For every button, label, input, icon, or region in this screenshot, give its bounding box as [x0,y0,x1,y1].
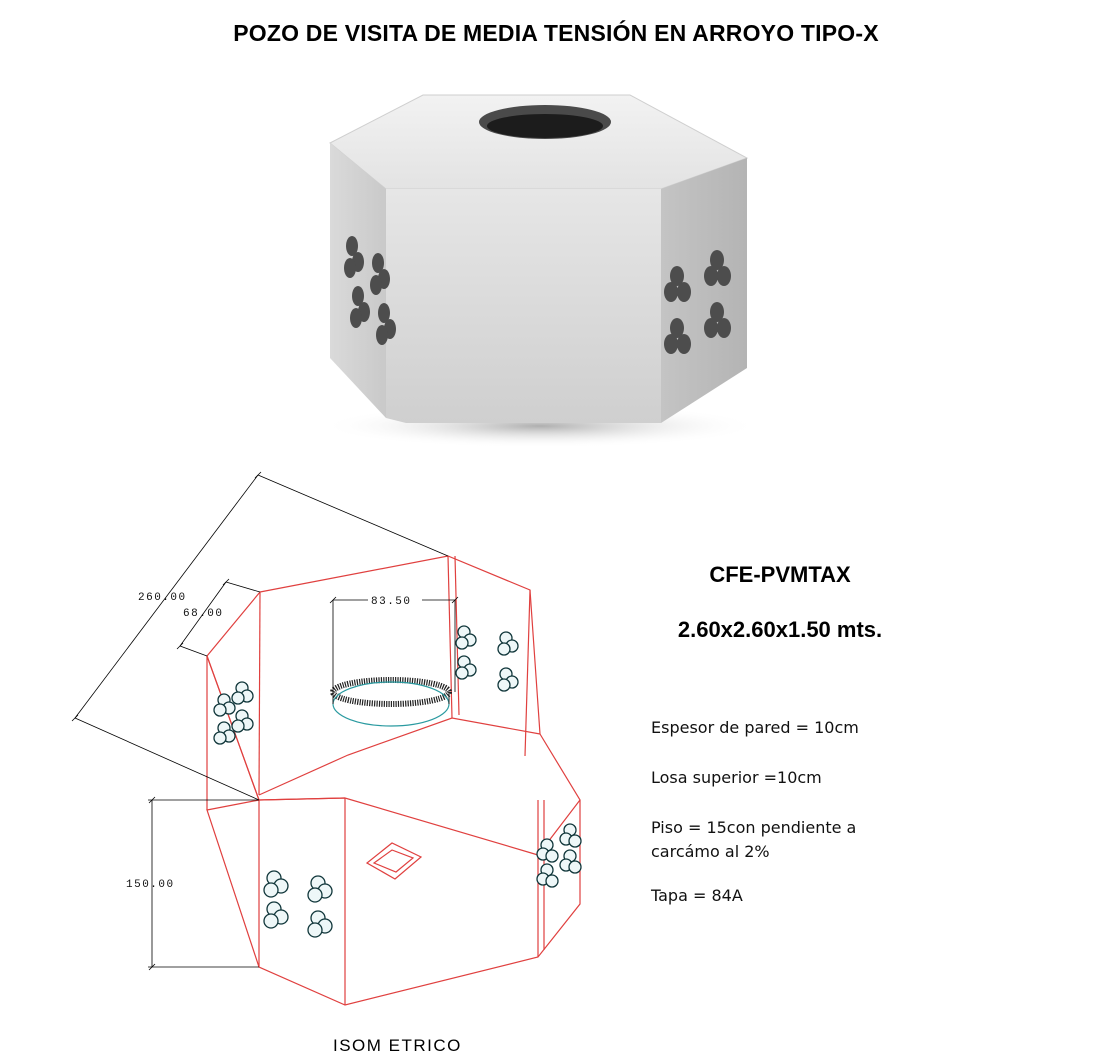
page-title: POZO DE VISITA DE MEDIA TENSIÓN EN ARROYO TIPO-X [233,20,879,46]
dim-width-label: 260.00 [138,592,187,604]
manhole-ring [333,680,449,726]
spec-notes [651,716,911,934]
note-wall-thickness: Espesor de pared = 10cm [651,718,859,737]
duct-groups [214,626,581,937]
dim-opening-label: 83.50 [371,596,412,608]
vault-edges [207,556,580,1005]
note-cover: Tapa = 84A [651,886,743,905]
product-code: CFE-PVMTAX [709,562,851,587]
dim-height-label: 150.00 [126,879,175,891]
note-floor: Piso = 15con pendiente a carcámo al 2% [651,818,857,861]
vault-render-image [300,78,780,448]
dim-chamfer-label: 68.00 [183,608,224,620]
product-dimensions: 2.60x2.60x1.50 mts. [677,617,883,642]
note-top-slab: Losa superior =10cm [651,768,822,787]
isometric-drawing [40,460,620,1020]
front-face [386,189,661,423]
drawing-caption: ISOM ETRICO [333,1036,462,1055]
dimension-lines [72,472,458,970]
manhole-opening-inner [487,114,603,138]
